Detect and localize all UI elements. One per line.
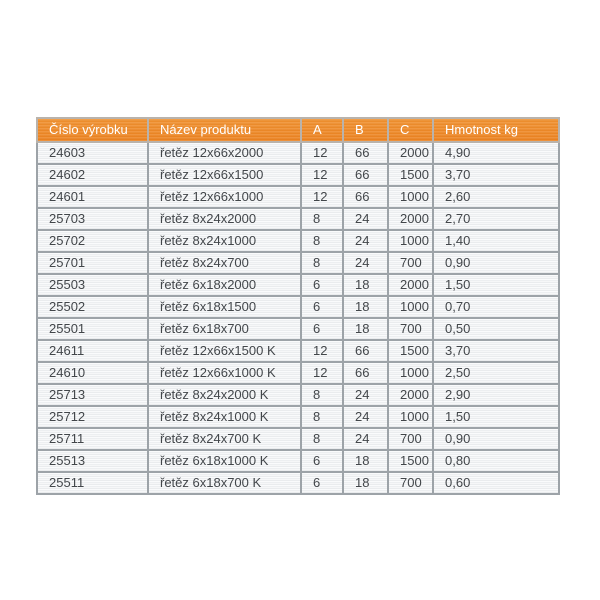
table-row: [37, 340, 559, 362]
cell-nazev-produktu: řetěz 12x66x1000: [148, 186, 301, 208]
table-row: [37, 296, 559, 318]
cell-nazev-produktu: řetěz 8x24x1000: [148, 230, 301, 252]
cell-hmotnost-kg: 0,60: [433, 472, 559, 494]
cell-b: 24: [343, 230, 388, 252]
cell-a: 12: [301, 164, 343, 186]
cell-nazev-produktu: řetěz 8x24x2000: [148, 208, 301, 230]
cell-a: 8: [301, 252, 343, 274]
cell-c: 2000: [388, 142, 433, 164]
cell-b: 18: [343, 450, 388, 472]
cell-hmotnost-kg: 0,70: [433, 296, 559, 318]
cell-nazev-produktu: řetěz 12x66x1500: [148, 164, 301, 186]
cell-a: 8: [301, 230, 343, 252]
col-header-nazev-produktu: Název produktu: [148, 118, 301, 142]
cell-cislo-vyrobku: 25712: [37, 406, 148, 428]
table-row: [37, 164, 559, 186]
table-row: [37, 384, 559, 406]
cell-c: 700: [388, 472, 433, 494]
cell-a: 12: [301, 340, 343, 362]
cell-b: 24: [343, 384, 388, 406]
cell-cislo-vyrobku: 24611: [37, 340, 148, 362]
table-row: [37, 230, 559, 252]
cell-cislo-vyrobku: 25513: [37, 450, 148, 472]
cell-a: 12: [301, 142, 343, 164]
cell-b: 18: [343, 472, 388, 494]
cell-nazev-produktu: řetěz 6x18x1000 K: [148, 450, 301, 472]
col-header-hmotnost-kg: Hmotnost kg: [433, 118, 559, 142]
cell-hmotnost-kg: 2,70: [433, 208, 559, 230]
cell-c: 1000: [388, 406, 433, 428]
cell-cislo-vyrobku: 25511: [37, 472, 148, 494]
cell-c: 2000: [388, 384, 433, 406]
cell-nazev-produktu: řetěz 12x66x1500 K: [148, 340, 301, 362]
cell-cislo-vyrobku: 24603: [37, 142, 148, 164]
cell-nazev-produktu: řetěz 8x24x2000 K: [148, 384, 301, 406]
cell-hmotnost-kg: 2,90: [433, 384, 559, 406]
cell-hmotnost-kg: 0,90: [433, 428, 559, 450]
cell-b: 18: [343, 274, 388, 296]
table-row: [37, 208, 559, 230]
cell-cislo-vyrobku: 25711: [37, 428, 148, 450]
cell-nazev-produktu: řetěz 6x18x700: [148, 318, 301, 340]
cell-nazev-produktu: řetěz 8x24x700 K: [148, 428, 301, 450]
cell-a: 8: [301, 406, 343, 428]
cell-c: 1000: [388, 362, 433, 384]
col-header-cislo-vyrobku: Číslo výrobku: [37, 118, 148, 142]
cell-cislo-vyrobku: 24610: [37, 362, 148, 384]
table-row: [37, 252, 559, 274]
cell-cislo-vyrobku: 25503: [37, 274, 148, 296]
col-header-b: B: [343, 118, 388, 142]
cell-nazev-produktu: řetěz 6x18x2000: [148, 274, 301, 296]
cell-a: 6: [301, 472, 343, 494]
table-row: [37, 142, 559, 164]
product-table: [36, 117, 560, 495]
table-row: [37, 406, 559, 428]
cell-hmotnost-kg: 1,50: [433, 274, 559, 296]
cell-a: 6: [301, 274, 343, 296]
cell-hmotnost-kg: 1,50: [433, 406, 559, 428]
cell-c: 700: [388, 428, 433, 450]
cell-hmotnost-kg: 0,90: [433, 252, 559, 274]
cell-hmotnost-kg: 3,70: [433, 164, 559, 186]
cell-nazev-produktu: řetěz 12x66x1000 K: [148, 362, 301, 384]
cell-cislo-vyrobku: 25703: [37, 208, 148, 230]
cell-hmotnost-kg: 2,50: [433, 362, 559, 384]
col-header-a: A: [301, 118, 343, 142]
cell-b: 66: [343, 186, 388, 208]
cell-nazev-produktu: řetěz 6x18x700 K: [148, 472, 301, 494]
table-row: [37, 362, 559, 384]
cell-cislo-vyrobku: 25502: [37, 296, 148, 318]
cell-hmotnost-kg: 3,70: [433, 340, 559, 362]
cell-cislo-vyrobku: 24602: [37, 164, 148, 186]
cell-b: 24: [343, 428, 388, 450]
cell-a: 6: [301, 318, 343, 340]
cell-c: 1000: [388, 230, 433, 252]
cell-a: 12: [301, 362, 343, 384]
table-row: [37, 428, 559, 450]
cell-hmotnost-kg: 0,80: [433, 450, 559, 472]
table-header-row: [37, 118, 559, 142]
table-row: [37, 318, 559, 340]
cell-a: 8: [301, 384, 343, 406]
cell-a: 6: [301, 296, 343, 318]
cell-b: 24: [343, 208, 388, 230]
table-row: [37, 274, 559, 296]
cell-c: 700: [388, 318, 433, 340]
cell-hmotnost-kg: 2,60: [433, 186, 559, 208]
cell-a: 12: [301, 186, 343, 208]
cell-c: 700: [388, 252, 433, 274]
cell-hmotnost-kg: 4,90: [433, 142, 559, 164]
cell-c: 2000: [388, 208, 433, 230]
cell-b: 66: [343, 362, 388, 384]
cell-c: 1500: [388, 164, 433, 186]
cell-nazev-produktu: řetěz 8x24x1000 K: [148, 406, 301, 428]
cell-c: 2000: [388, 274, 433, 296]
cell-nazev-produktu: řetěz 8x24x700: [148, 252, 301, 274]
cell-nazev-produktu: řetěz 12x66x2000: [148, 142, 301, 164]
table-row: [37, 186, 559, 208]
cell-cislo-vyrobku: 25701: [37, 252, 148, 274]
cell-b: 66: [343, 340, 388, 362]
table-body: [37, 142, 559, 494]
cell-c: 1000: [388, 186, 433, 208]
cell-b: 66: [343, 164, 388, 186]
cell-b: 18: [343, 318, 388, 340]
cell-b: 24: [343, 406, 388, 428]
cell-c: 1500: [388, 450, 433, 472]
cell-cislo-vyrobku: 24601: [37, 186, 148, 208]
cell-c: 1500: [388, 340, 433, 362]
cell-hmotnost-kg: 1,40: [433, 230, 559, 252]
cell-hmotnost-kg: 0,50: [433, 318, 559, 340]
cell-a: 8: [301, 208, 343, 230]
cell-nazev-produktu: řetěz 6x18x1500: [148, 296, 301, 318]
cell-a: 8: [301, 428, 343, 450]
cell-b: 24: [343, 252, 388, 274]
cell-b: 18: [343, 296, 388, 318]
cell-c: 1000: [388, 296, 433, 318]
cell-cislo-vyrobku: 25713: [37, 384, 148, 406]
table-row: [37, 472, 559, 494]
table-row: [37, 450, 559, 472]
cell-cislo-vyrobku: 25501: [37, 318, 148, 340]
col-header-c: C: [388, 118, 433, 142]
cell-cislo-vyrobku: 25702: [37, 230, 148, 252]
cell-a: 6: [301, 450, 343, 472]
cell-b: 66: [343, 142, 388, 164]
